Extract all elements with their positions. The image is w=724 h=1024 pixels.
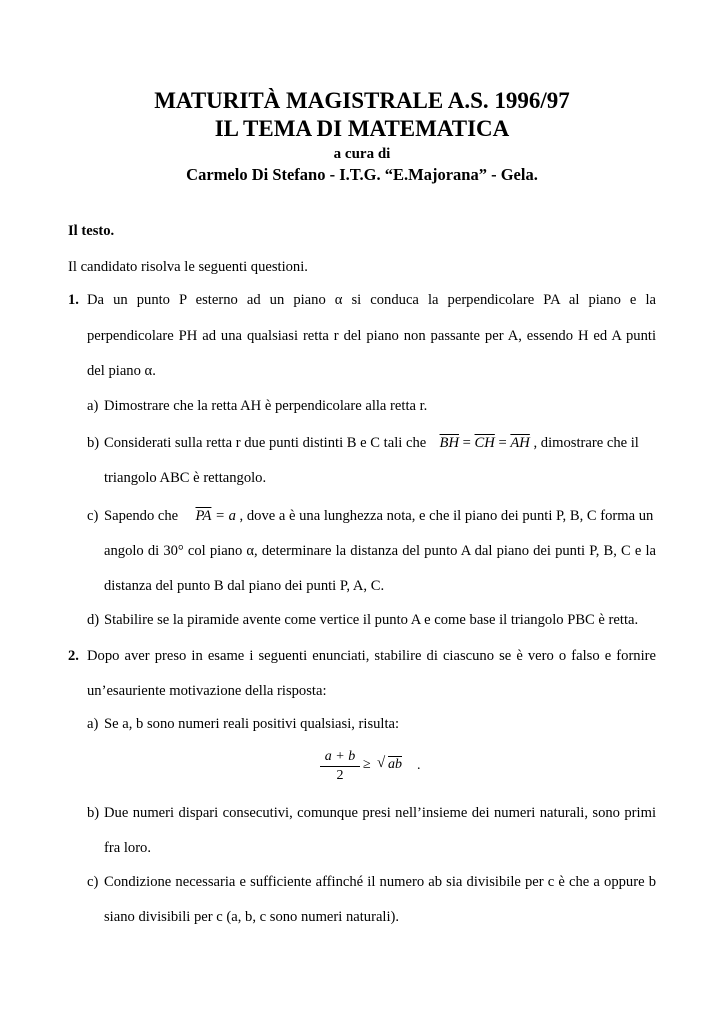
q1-line-1: Da un punto P esterno ad un piano α si conduca la perpendicolare PA al piano e la [87,292,656,308]
title-line-2: IL TEMA DI MATEMATICA [214,116,510,141]
q1b-text-post: , dimostrare che il [533,435,639,451]
radicand: ab [388,757,402,772]
q2a-text: Se a, b sono numeri reali positivi qualsiasi, risulta: [104,716,400,732]
segment-pa: $\overline{PA}$ [195,508,212,524]
q1a-label: a) [87,398,99,414]
q1-number: 1. [68,292,79,308]
equals-sign: = [462,435,471,451]
q1c-text-pre: Sapendo che [104,508,179,524]
title-line-1: MATURITÀ MAGISTRALE A.S. 1996/97 [154,88,570,113]
q2b-line-2: fra loro. [104,840,152,856]
segment-bh: $\overline{BH}$ [439,435,459,451]
fraction-numerator: a + b [324,749,356,764]
intro-text: Il candidato risolva le seguenti questioni. [68,259,308,275]
segment-ch: $\overline{CH}$ [474,435,495,451]
q1-line-2: perpendicolare PH ad una qualsiasi retta r del piano non passante per A, essendo H ed A punti [87,328,656,344]
fraction-bar [320,766,360,767]
q2b-label: b) [87,805,100,821]
q1d-label: d) [87,612,100,628]
q1c-text-post: , dove a è una lunghezza nota, e che il piano dei punti P, B, C forma un [239,508,654,524]
q1-line-3: del piano α. [87,363,156,379]
author-line: Carmelo Di Stefano - I.T.G. “E.Majorana” - Gela. [186,165,538,184]
q1d-text: Stabilire se la piramide avente come vertice il punto A e come base il triangolo PBC è retta. [104,612,639,628]
q1c-line-2: angolo di 30° col piano α, determinare la distanza del punto A dal piano dei punti P, B, C e la [104,543,656,559]
q2c-line-1: Condizione necessaria e sufficiente affinché il numero ab sia divisibile per c è che a oppure b [104,874,656,890]
am-gm-inequality [320,749,430,789]
formula-end: . [417,758,421,773]
q2-line-1: Dopo aver preso in esame i seguenti enunciati, stabilire di ciascuno se è vero o falso e fornire [87,648,656,664]
q1b-text [104,434,639,452]
q2c-label: c) [87,874,99,890]
segment-ah: $\overline{AH}$ [510,435,530,451]
sqrt-sign: √ [377,755,386,771]
equals-sign: = [498,435,507,451]
q1c-line-3: distanza del punto B dal piano dei punti P, A, C. [104,578,385,594]
section-heading: Il testo. [68,223,115,239]
q1b-line-2: triangolo ABC è rettangolo. [104,470,267,486]
q2c-line-2: siano divisibili per c (a, b, c sono numeri naturali). [104,909,400,925]
q2-number: 2. [68,648,79,664]
equals-a: = a [215,508,236,524]
fraction [320,749,360,784]
q1b-label: b) [87,435,100,451]
geq-sign: ≥ [363,757,371,772]
curated-by: a cura di [333,146,391,162]
q2-line-2: un’esauriente motivazione della risposta: [87,683,327,699]
q1c-text [104,507,653,525]
q1c-label: c) [87,508,99,524]
q2b-line-1: Due numeri dispari consecutivi, comunque presi nell’insieme dei numeri naturali, sono primi [104,805,656,821]
q1a-text: Dimostrare che la retta AH è perpendicolare alla retta r. [104,398,428,414]
q2a-label: a) [87,716,99,732]
fraction-denominator: 2 [336,768,344,783]
q1b-text-pre: Considerati sulla retta r due punti distinti B e C tali che [104,435,427,451]
